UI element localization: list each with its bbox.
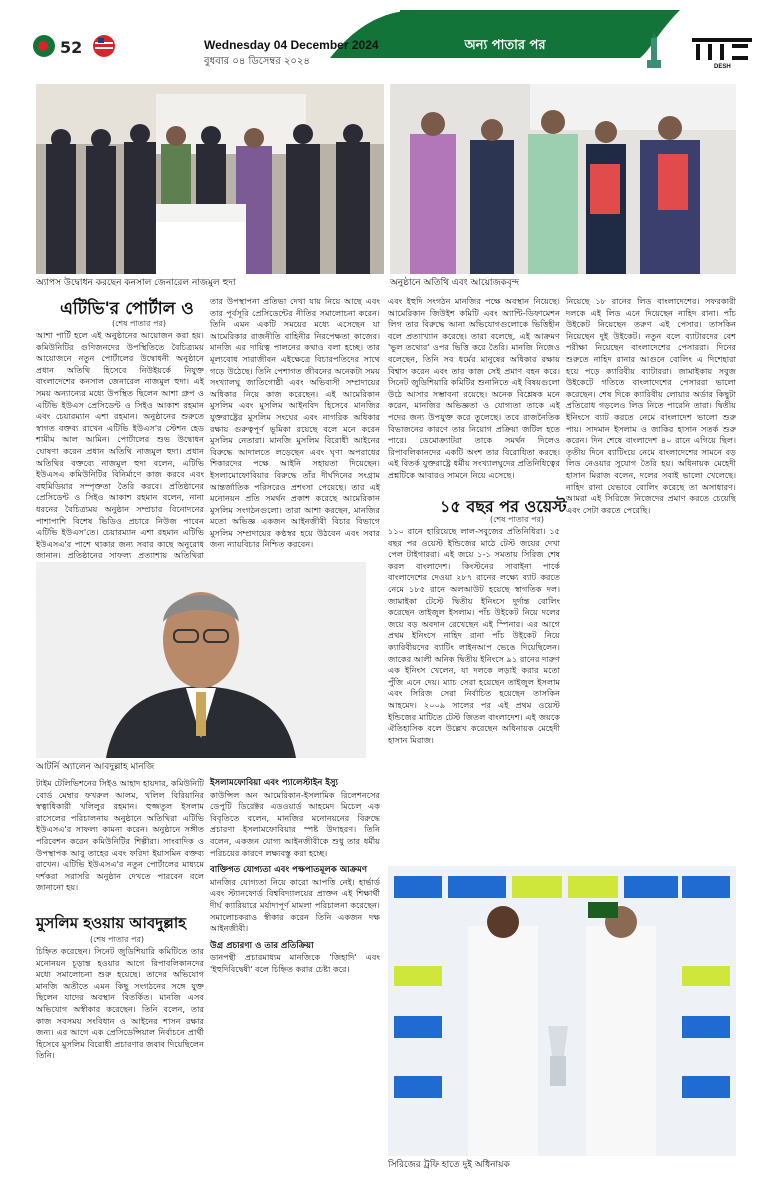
subhead-campaign: উগ্র প্রচারণা ও তার প্রতিক্রিয়া — [210, 940, 314, 951]
photo-trophy-image — [388, 866, 736, 1156]
article2-col: ১১০ রানে হারিয়েছে লাল-সবুজের প্রতিনিধিরা। ১৫ বছর পর ওয়েস্ট ইন্ডিজের মাঠে টেস্ট জয়ের দেখা পেল টাইগাররা। এই জয়ে ১-১ সমতায় সিরিজ শেষ করল বাংলাদেশ। কিংস্টনের সাবাইনা পার্কে বাংলাদেশের দেওয়া ২৮৭ রানের লক্ষ্যে ব্যাট করতে নেমে ১৮৫ রানে অলআউট হয়েছে স্বাগতিক দল। জামাইকা টেস্টে দ্বিতীয় ইনিংসে দুর্দান্ত বোলিং করেছেন তাইজুল ইসলাম। পাঁচ উইকেট নিয়ে দলের জয়ে বড় অবদান রেখেছেন এই স্পিনার। এর আগে প্রথম ইনিংসে নাহিদ রানা পাঁচ উইকেট নিয়ে ক্যারিবীয়দের ব্যাটিং লাইনআপ ভেঙে দিয়েছিলেন। জাকের আলী অনিক দ্বিতীয় ইনিংসে ৯১ রানের দারুণ এক ইনিংস খেলেন, যা দলকে লড়াই করার মতো পুঁজি এনে দেয়। ম্যাচ সেরা হয়েছেন তাইজুল ইসলাম এবং সিরিজ সেরা নির্বাচিত হয়েছেন তাসকিন আহমেদ। ২০০৯ সালের পর এই প্রথম ওয়েস্ট ইন্ডিজের মাটিতে টেস্ট জিতল বাংলাদেশ। এই জয়কে ঐতিহাসিক বলে উল্লেখ করেছেন অধিনায়ক মেহেদী হাসান মিরাজ। — [388, 526, 560, 745]
subhead-islamophobia: ইসলামফোবিয়া এবং প্যালেস্টাইন ইস্যু — [210, 778, 339, 788]
page-header — [0, 0, 770, 84]
continuation-label-2: (শেষ পাতার পর) — [490, 515, 545, 524]
article1-col2: তার উপস্থাপনা প্রতিভা দেখা যায় নিয়ে আছে এবং তার পূর্বসূরি প্রেসিডেন্টের নীতির সমালোচনা করেন। তিনি এমন একটি সময়ের মধ্যে এসেছেন যা আমেরিকার রাজনীতি বাহিনীর নিরপেক্ষতা কাজের। মানজি এর দায়িত্ব পালনের কথাও বলা হচ্ছে। তার মূল্যবোধ সারাজীবন এইক্ষেত্রে বিচারপতিদের সাথে গড়ে উঠেছে। তিনি পেশাগত জীবনের অনেকটা সময় সংখ্যালঘু জাতিগোষ্ঠী এবং অভিবাসী সম্প্রদায়ের অধিকার নিয়ে কাজ করেছেন। এই আমেরিকান মুসলিম এবং মুসলিম আইনবিদ হিসেবে মানজির যুক্তরাষ্ট্রের মুসলিম সংঘের এবং নাগরিক অধিকার রক্ষায় গুরুত্বপূর্ণ ভূমিকা রয়েছে বলে মনে করেন মুসলিম নেতারা। মানজি মুসলিম বিরোধী আইনের বিরুদ্ধে আদালতে লড়েছেন এবং ঘৃণা অপরাধের শিকারদের পক্ষে আইনি সহায়তা দিয়েছেন। ইসলামোফোবিয়ার বিরুদ্ধে তাঁর দীর্ঘদিনের সংগ্রাম আন্তর্জাতিক পরিসরেও প্রশংসা পেয়েছে। তার এই মনোনয়ন প্রতি সমর্থন প্রকাশ করেছে আমেরিকান মুসলিম সংগঠনগুলো। তারা আশা করছেন, মানজির মতো অভিজ্ঞ একজন আইনজীবী বিচার বিভাগে মুসলিম সম্প্রদায়ের কণ্ঠস্বর হয়ে উঠবেন এবং সবার জন্য ন্যায়বিচার নিশ্চিত করবেন। — [210, 296, 380, 550]
article3-col1: টাইম টেলিভিশনের সিইও আহাদ হায়দার, কমিউনিটি বোর্ড মেম্বার ফখরুল আলম, খলিল বিরিয়ানির স্বত্বাধিকারী খলিলুর রহমান। হুজ্জতুল ইসলাম রাসেলের পরিচালনায় অনুষ্ঠানে অতিথিরা এটিভি ইউএসএ'র সাফল্য কামনা করেন। অনুষ্ঠানে সঙ্গীত পরিবেশন করেন কমিউনিটির শিল্পীরা। সাংবাদিক ও উপস্থাপক আবু তাহের এবং ফরিদা ইয়াসমিন বক্তব্য রাখেন। এটিভি ইউএসএ'র নতুন পোর্টালের মাধ্যমে দর্শকরা সরাসরি অনুষ্ঠান দেখতে পারবেন বলে জানানো হয়। — [36, 778, 204, 893]
continuation-label: (শেষ পাতার পর) — [112, 319, 167, 328]
headline-muslim-abdullah: মুসলিম হওয়ায় আবদুল্লাহ — [36, 914, 187, 932]
date-english: Wednesday 04 December 2024 — [204, 38, 379, 52]
subhead-qualification: বাক্তিগত যোগ্যতা এবং পক্ষপাতমূলক আক্রমণ — [210, 865, 368, 876]
section-title: অন্য পাতার পর — [464, 38, 546, 53]
caption-cake-cutting: অ্যাপস উদ্বোধন করছেন কনসাল জেনারেল নাজমুল হুদা — [36, 278, 236, 288]
caption-portrait: আটর্নি অ্যালেন আবদুল্লাহ মানজি — [36, 762, 155, 772]
headline-west-indies: ১৫ বছর পর ওয়েস্ট — [440, 497, 567, 516]
article1-col3: এবং ইহুদি সংগঠন মানজির পক্ষে অবস্থান নিয়েছে। আমেরিকান জিউইশ কমিটি এবং অ্যান্টি-ডিফামেশন লিগ তার বিরুদ্ধে আনা অভিযোগগুলোকে ভিত্তিহীন বলে প্রত্যাখ্যান করেছে। তারা বলেছে, এই আক্রমণ 'ভুল তথ্যের' ওপর ভিত্তি করে তৈরি। মানজি নিজেও বলেছেন, তিনি সব ধর্মের মানুষের অধিকার রক্ষায় বিশ্বাস করেন এবং তার কাজ সেই প্রমাণ বহন করে। সিনেট জুডিশিয়ারি কমিটির শুনানিতে এই বিষয়গুলো উঠে আসার সম্ভাবনা রয়েছে। অনেক বিশ্লেষক মনে করেন, মানজির অভিজ্ঞতা ও যোগ্যতা তাকে এই পদের জন্য উপযুক্ত করে তুলেছে। তবে রাজনৈতিক বিভাজনের কারণে তার নিয়োগ প্রক্রিয়া জটিল হতে পারে। ডেমোক্র্যাটরা তাকে সমর্থন দিলেও রিপাবলিকানদের একটি অংশ তার বিরোধিতা করছে। এই বিতর্ক যুক্তরাষ্ট্রে ধর্মীয় সংখ্যালঘুদের প্রতিনিধিত্বের প্রশ্নটিকে আবারও সামনে নিয়ে এসেছে। — [388, 296, 560, 480]
desh-logo — [690, 34, 754, 66]
caption-guests: অনুষ্ঠানে অতিথি এবং আয়োজকবৃন্দ — [390, 278, 520, 288]
caption-trophy: সিরিজের ট্রফি হাতে দুই অধিনায়ক — [388, 1160, 510, 1170]
flag-us-icon — [92, 34, 116, 58]
logo-subtext: DESH — [714, 64, 731, 70]
campaign-text: ডানপন্থী প্রচারমাধ্যম মানজিকে 'জিহাদি' এবং 'ইহুদিবিদ্বেষী' বলে চিহ্নিত করার চেষ্টা করে। — [210, 952, 380, 974]
photo-cake-cutting-image — [36, 84, 384, 274]
photo-trophy — [388, 866, 736, 1156]
islamophobia-text: কাউন্সিল অন আমেরিকান-ইসলামিক রিলেশনসের ডেপুটি ডিরেক্টর এডওয়ার্ড আহমেদ মিচেল এক বিবৃতিতে বলেন, মানজির মনোনয়নের বিরুদ্ধে প্রচারণা ইসলামফোবিয়ার স্পষ্ট উদাহরণ। তিনি বলেন, একজন যোগ্য আইনজীবীকে শুধু তার ধর্মীয় পরিচয়ের কারণে লক্ষ্যবস্তু করা হচ্ছে। — [210, 789, 380, 858]
article1-col4: নিয়েছে ১৮ রানের লিড বাংলাদেশের। সফরকারী দলকে এই লিড এনে দিয়েছেন নাহিদ রানা। পাঁচ উইকেট নিয়েছেন তরুণ এই পেসার। তাসকিন নিয়েছেন দুই উইকেট। নতুন বলে ব্যাটারদের বেশ পরীক্ষা নিয়েছেন বাংলাদেশের পেসাররা। দিনের শুরুতে নাহিদ রানার আগুনে বোলিং এ দিশেহারা হয়ে পড়ে ক্যারিবীয় ব্যাটাররা। জামাইকায় সবুজ উইকেটে গতিতে বাংলাদেশের পেসাররা ভালো করেছেন। শেষ দিকে ক্যারিবীয় লোয়ার অর্ডার কিছুটা প্রতিরোধ গড়লেও লিড নিতে পারেনি তারা। দ্বিতীয় ইনিংসে ব্যাট করতে নেমে বাংলাদেশ ভালো শুরু পায়। সাদমান ইসলাম ও জাকির হাসান সতর্ক শুরু করেন। দিন শেষে বাংলাদেশ ৪০ রানে এগিয়ে ছিল। তৃতীয় দিনে ব্যাটিংয়ে নেমে বাংলাদেশের সামনে বড় লিড নেওয়ার সুযোগ তৈরি হয়। অধিনায়ক মেহেদী হাসান মিরাজ বলেন, দলের সবাই ভালো খেলেছে। নাহিদ রানা যেভাবে বোলিং করেছে তা অসাধারণ। আমরা এই সিরিজে নিজেদের প্রমাণ করতে চেয়েছি এবং সেটা করতে পেরেছি। — [566, 296, 736, 515]
photo-portrait — [36, 562, 366, 758]
statue-of-liberty-icon — [640, 30, 668, 70]
flag-bd-icon — [32, 34, 56, 58]
article3-col2: চিহ্নিত করেছেন। সিনেট জুডিশিয়ারি কমিটিতে তার মনোনয়ন চূড়ান্ত হওয়ার আগে রিপাবলিকানদের মধ্যে সমালোচনা শুরু হয়েছে। তাদের অভিযোগ মানজি অতীতে এমন কিছু সংগঠনের সঙ্গে যুক্ত ছিলেন যাদের অবস্থান বিতর্কিত। মানজি এসব অভিযোগ অস্বীকার করেছেন। তিনি বলেন, তার কাজ সবসময় সংবিধান ও আইনের শাসন রক্ষার জন্য। এর আগে এক প্রেসিডেন্সিয়াল নির্বাচনে প্রার্থী হিসেবে মুসলিম বিরোধী প্রচারণার জবাব দিয়েছিলেন তিনি। — [36, 946, 204, 1061]
continuation-label-3: (শেষ পাতার পর) — [90, 935, 145, 944]
qualification-text: মানজির যোগ্যতা নিয়ে কারো আপত্তি নেই। হার্ভার্ড এবং স্ট্যানফোর্ড বিশ্ববিদ্যালয়ের প্রাক্তন এই শিক্ষার্থী দীর্ঘ ক্যারিয়ারে মর্যাদাপূর্ণ মামলা পরিচালনা করেছেন। সমালোচকরাও স্বীকার করেন তিনি একজন দক্ষ আইনজীবী। — [210, 876, 380, 934]
headline-atv-portal: এটিভি'র পোর্টাল ও — [60, 299, 194, 319]
date-bangla: বুধবার ০৪ ডিসেম্বর ২০২৪ — [204, 56, 310, 67]
photo-guests-image — [390, 84, 736, 274]
article1-col1: আশা পার্টি হলে এই অনুষ্ঠানের আয়োজন করা হয়। কমিউনিটির গুণিজনদের উপস্থিতিতে বৈচিত্র্যময় আয়োজনে নতুন পোর্টালের উদ্বোধনী অনুষ্ঠানে প্রধান অতিথি হিসেবে নিউইয়র্কে নিযুক্ত বাংলাদেশের কনসাল জেনারেল নাজমুল হুদা। এই সময় অন্যান্যের মধ্যে উপস্থিত ছিলেন আশা গ্রুপ ও এটিভি ইউএস প্রেসিডেন্ট ও সিইও আকাশ রহমান এবং চেয়ারম্যান এশা রহমান। অনুষ্ঠানের শুরুতে স্বাগত বক্তব্য রাখেন এটিভি ইউএস'র স্টেশন হেড শামীম আল আমিন। পোর্টালের শুভ উদ্বোধন ঘোষণা করেন প্রধান অতিথি নাজমুল হুদা। প্রধান অতিথির বক্তব্যে নাজমুল হুদা বলেন, এটিভি ইউএসএ কমিউনিটির বিনির্মাণে কাজ করবে এবং বহুমিডিয়ার সম্পৃক্ততা তৈরি করবে। প্রতিষ্ঠানের প্রেসিডেন্ট ও সিইও আকাশ রহমান বলেন, নানা ধরনের বৈচিত্র্যময় অনুষ্ঠান সম্প্রচার বিনোদনের পাশাপাশি বিশেষ ভিডিও প্রচারে নিউজ পাবেন এটিভি ইউএস'তে। চেয়ারম্যান এশা রহমান এটিভি ইউএসএ'র পাশে থাকার জন্য সবার কাছে অনুরোধ জানান। প্রতিষ্ঠানের সাফল্য প্রত্যাশায় অতিথিরা — [36, 330, 204, 561]
photo-guests-organisers — [390, 84, 736, 274]
page-number: 52 — [60, 38, 83, 57]
photo-cake-cutting — [36, 84, 384, 274]
article3-col3 — [210, 778, 380, 1168]
photo-portrait-image — [36, 562, 366, 758]
